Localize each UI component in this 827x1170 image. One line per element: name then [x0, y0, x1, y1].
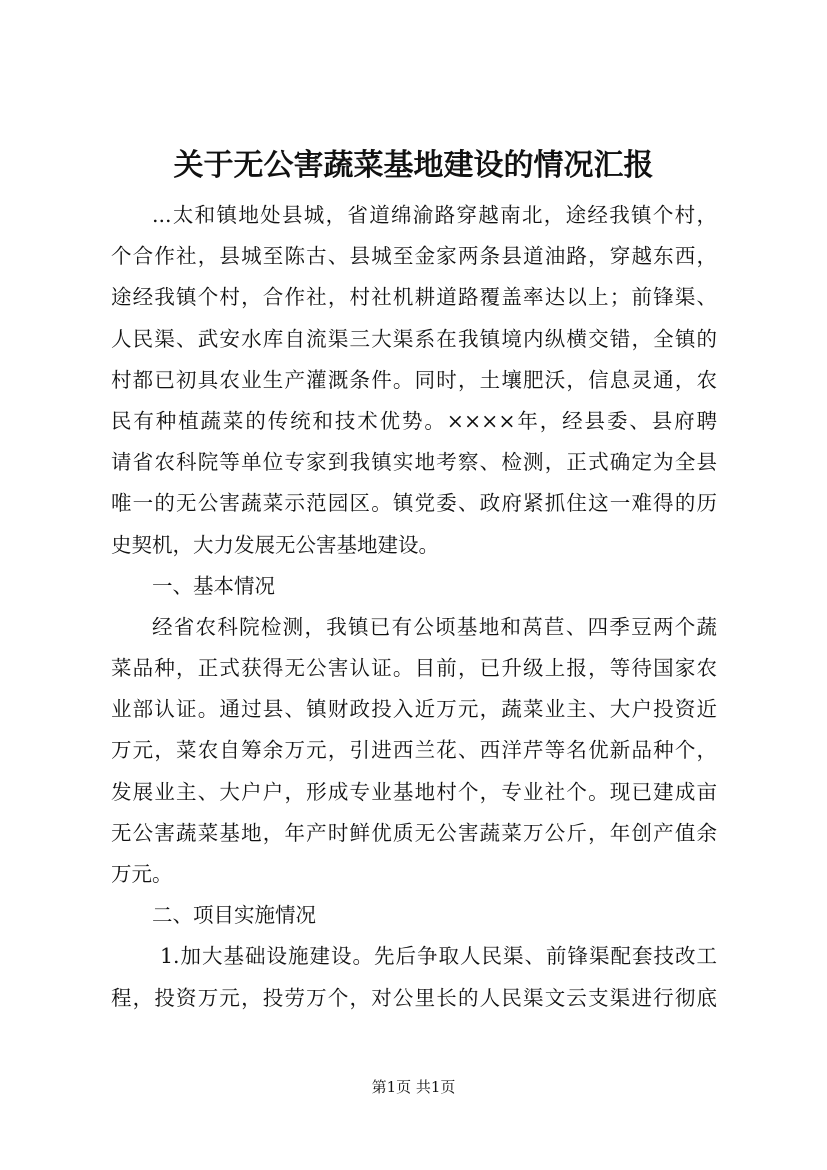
- page-footer: 第1页 共1页: [371, 1078, 456, 1096]
- text-line: 万元，菜农自筹余万元，引进西兰花、西洋芹等名优新品种个，: [111, 738, 717, 763]
- text-line: 史契机，大力发展无公害基地建设。: [111, 532, 439, 557]
- text-line: 村都已初具农业生产灌溉条件。同时，土壤肥沃，信息灵通，农: [111, 367, 717, 392]
- text-line: 业部认证。通过县、镇财政投入近万元，蔬菜业主、大户投资近: [111, 697, 717, 722]
- text-line: 人民渠、武安水库自流渠三大渠系在我镇境内纵横交错，全镇的: [111, 326, 717, 351]
- text-line: 二、项目实施情况: [152, 903, 316, 928]
- document-body: [111, 195, 717, 1019]
- text-line: 一、基本情况: [152, 573, 275, 598]
- text-line: 无公害蔬菜基地，年产时鲜优质无公害蔬菜万公斤，年创产值余: [111, 820, 717, 845]
- text-line: 请省农科院等单位专家到我镇实地考察、检测，正式确定为全县: [111, 450, 717, 475]
- document-title: 关于无公害蔬菜基地建设的情况汇报: [173, 148, 654, 183]
- text-line: 1.加大基础设施建设。先后争取人民渠、前锋渠配套技改工: [160, 944, 717, 969]
- text-line: 途经我镇个村，合作社，村社机耕道路覆盖率达以上；前锋渠、: [111, 285, 717, 310]
- text-line: 菜品种，正式获得无公害认证。目前，已升级上报，等待国家农: [111, 656, 717, 681]
- text-line: ...太和镇地处县城，省道绵渝路穿越南北，途经我镇个村，: [152, 203, 717, 227]
- text-line: 民有种植蔬菜的传统和技术优势。××××年，经县委、县府聘: [111, 408, 717, 433]
- text-line: 万元。: [111, 862, 173, 886]
- text-line: 发展业主、大户户，形成专业基地村个，专业社个。现已建成亩: [111, 779, 717, 804]
- text-line: 个合作社，县城至陈古、县城至金家两条县道油路，穿越东西，: [111, 244, 717, 269]
- text-line: 程，投资万元，投劳万个，对公里长的人民渠文云支渠进行彻底: [111, 985, 717, 1010]
- text-line: 经省农科院检测，我镇已有公顷基地和莴苣、四季豆两个蔬: [152, 614, 717, 639]
- text-line: 唯一的无公害蔬菜示范园区。镇党委、政府紧抓住这一难得的历: [111, 491, 717, 516]
